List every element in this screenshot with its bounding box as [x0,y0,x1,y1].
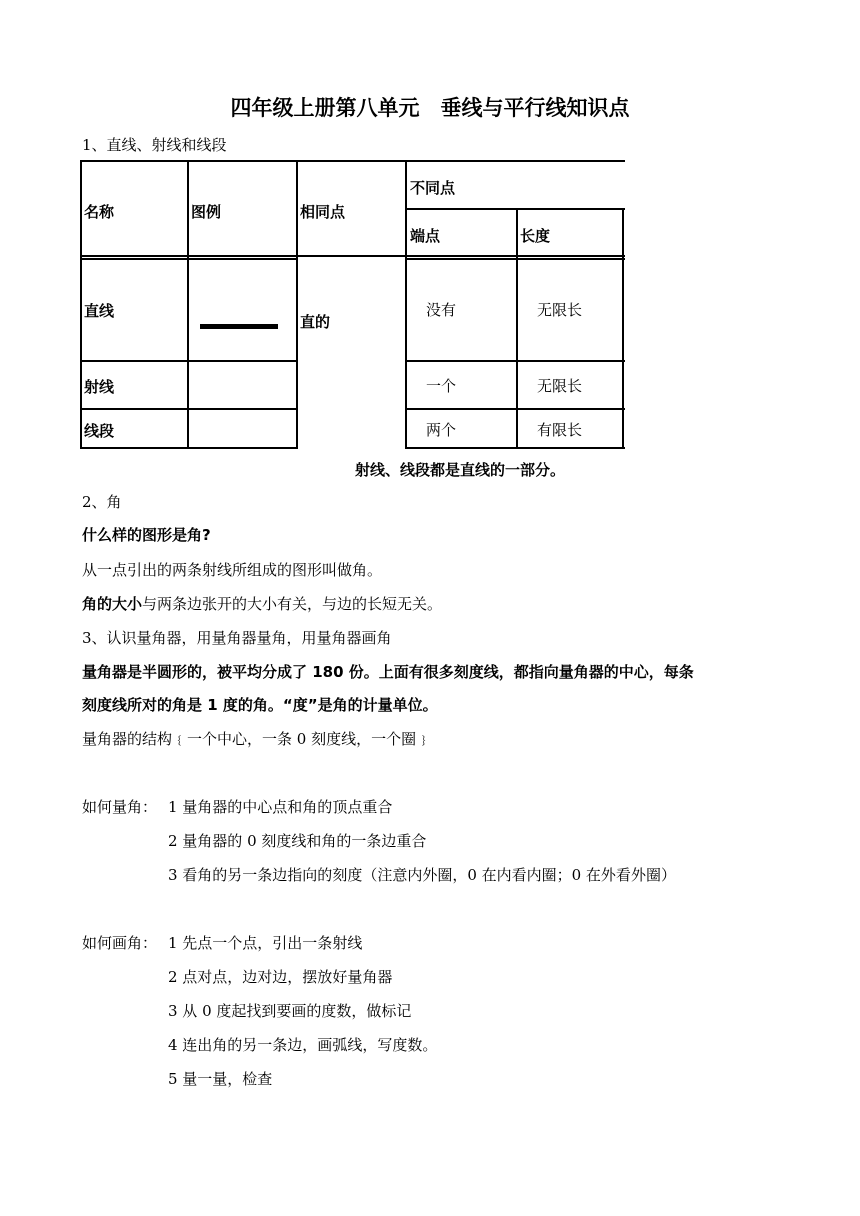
row-length-segment: 有限长 [537,421,583,439]
row-length-line: 无限长 [537,301,583,319]
measure-label: 如何量角： [82,798,158,816]
protractor-structure: 量角器的结构﹛一个中心，一条 0 刻度线，一个圈﹜ [82,730,432,748]
protractor-desc-line1: 量角器是半圆形的，被平均分成了 180 份。上面有很多刻度线，都指向量角器的中心，每条 [82,663,694,681]
section3-heading: 3、认识量角器，用量角器量角，用量角器画角 [82,629,392,647]
header-figure: 图例 [191,203,222,221]
header-length: 长度 [520,227,551,245]
table-border-top [80,160,625,162]
draw-step: 5 量一量，检查 [168,1070,273,1088]
draw-step: 1 先点一个点，引出一条射线 [168,934,363,952]
table-border [80,255,625,257]
draw-step: 4 连出角的另一条边，画弧线，写度数。 [168,1036,438,1054]
row-endpoints-segment: 两个 [426,421,457,439]
angle-size-text [82,593,442,614]
measure-step: 1 量角器的中心点和角的顶点重合 [168,798,393,816]
measure-step: 3 看角的另一条边指向的刻度（注意内外圈，0 在内看内圈；0 在外看外圈） [168,866,676,884]
draw-step: 3 从 0 度起找到要画的度数，做标记 [168,1002,412,1020]
row-endpoints-ray: 一个 [426,377,457,395]
table-border [187,160,189,449]
table-border [516,208,518,449]
header-different: 不同点 [410,179,456,197]
angle-question: 什么样的图形是角? [82,526,211,544]
row-length-ray: 无限长 [537,377,583,395]
header-endpoints: 端点 [410,227,441,245]
row-name-ray: 射线 [84,378,115,396]
section2-heading: 2、角 [82,493,122,511]
common-value: 直的 [300,313,331,331]
angle-size-rest: 与两条边张开的大小有关，与边的长短无关。 [142,595,443,613]
row-endpoints-line: 没有 [426,301,457,319]
angle-size-bold: 角的大小 [82,595,143,613]
table-border [80,258,298,260]
line-figure-icon [200,324,278,329]
angle-definition: 从一点引出的两条射线所组成的图形叫做角。 [82,561,383,579]
table-border [80,360,298,362]
draw-label: 如何画角： [82,934,158,952]
table-border [405,160,407,449]
header-common: 相同点 [300,203,346,221]
measure-step: 2 量角器的 0 刻度线和角的一条边重合 [168,832,427,850]
table-border-bottom [80,447,298,449]
table-border [80,408,298,410]
table-note: 射线、线段都是直线的一部分。 [355,461,566,479]
table-border [80,160,82,449]
table-border [622,208,624,449]
row-name-line: 直线 [84,302,115,320]
page-title: 四年级上册第八单元 垂线与平行线知识点 [230,96,630,120]
section1-heading: 1、直线、射线和线段 [82,136,227,154]
row-name-segment: 线段 [84,422,115,440]
protractor-desc-line2: 刻度线所对的角是 1 度的角。“度”是角的计量单位。 [82,696,438,714]
table-border [296,160,298,449]
header-name: 名称 [84,203,115,221]
draw-step: 2 点对点，边对边，摆放好量角器 [168,968,393,986]
